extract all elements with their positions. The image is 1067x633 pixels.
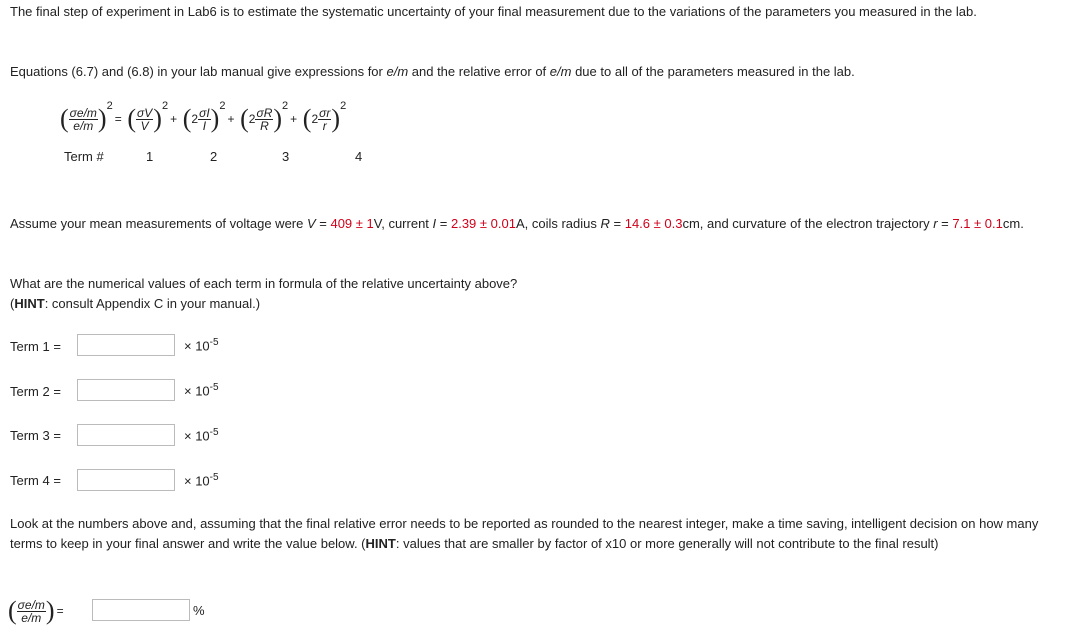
radius-symbol: R [600,216,610,231]
question-text: What are the numerical values of each term in formula of the relative uncertainty above? [10,276,518,291]
sigma-em-over-em: $\frac{\sigma e/m}{e/m}$ [69,105,97,133]
radius-value: 14.6 ± 0.3 [624,216,683,231]
sigma-i-over-i: $\frac{\sigma I}{I}$ [199,105,210,133]
sigma-v-over-v: $\frac{\sigma V}{V}$ [137,105,153,133]
intro-paragraph: The final step of experiment in Lab6 is to estimate the systematic uncertainty of your final measurement due to the variations of the parameters you measured in the lab. [10,4,977,19]
sigma-em-over-em: $\frac{\sigma e/m}{e/m}$ [17,597,45,625]
term-number-4: 4 [355,149,363,164]
assumption-paragraph: Assume your mean measurements of voltage were V = 409 ± 1V, current I = 2.39 ± 0.01A, coils radius R = 14.6 ± 0.3cm, and curvature of the electron trajectory r = 7.1 ± 0.1cm. [10,216,1024,231]
hint-label: HINT [14,296,45,311]
voltage-value: 409 ± 1 [330,216,374,231]
term-3-input[interactable] [77,424,175,446]
term-number-2: 2 [210,149,218,164]
term-number-1: 1 [146,149,154,164]
current-value: 2.39 ± 0.01 [450,216,516,231]
curvature-value: 7.1 ± 0.1 [952,216,1003,231]
term-2-input[interactable] [77,379,175,401]
em-symbol: e/m [549,64,572,79]
term-4-label: Term 4 = [10,473,61,488]
equations-paragraph [10,62,1060,82]
term-number-3: 3 [282,149,290,164]
percent-unit: % [193,603,205,618]
term-number-label: Term # [64,149,104,164]
term-3-multiplier: × $10^{-5}$ [184,427,219,444]
final-relative-error-input[interactable] [92,599,190,621]
term-3-label: Term 3 = [10,428,61,443]
equations-text-c: due to all of the parameters measured in the lab. [571,64,855,79]
relative-uncertainty-formula: ( $\frac{\sigma e/m}{e/m}$ )$^2$= ( $\frac{\sigma V}{V}$ )$^2$+ (2 $\frac{\sigma I}{I}$ )$^2$+ (2 $\frac{\sigma R}{R}$ )$^2$+ (2 $\frac{\sigma r}{r}$ )$^2$ [60,100,347,133]
sigma-rbig-over-rbig: $\frac{\sigma R}{R}$ [256,105,273,133]
term-4-multiplier: × $10^{-5}$ [184,472,219,489]
final-instructions: Look at the numbers above and, assuming that the final relative error needs to be reported as rounded to the nearest integer, make a time saving, intelligent decision on how many terms to keep in your final answer and write the value below. (HINT: values that are smaller by factor of x10 or more generally will not contribute to the final result) [10,516,1039,551]
hint-label: HINT [365,536,396,551]
em-symbol: e/m [386,64,409,79]
current-symbol: I [432,216,437,231]
sigma-r-over-r: $\frac{\sigma r}{r}$ [319,105,331,133]
term-1-multiplier: × $10^{-5}$ [184,337,219,354]
term-2-label: Term 2 = [10,384,61,399]
final-relative-error-formula: ( $\frac{\sigma e/m}{e/m}$ ) = [8,596,64,625]
equations-text-b: and the relative error of [408,64,550,79]
term-1-label: Term 1 = [10,339,61,354]
equations-text-a: Equations (6.7) and (6.8) in your lab manual give expressions for [10,64,387,79]
term-4-input[interactable] [77,469,175,491]
question-hint: (HINT: consult Appendix C in your manual.) [10,296,261,311]
voltage-symbol: V [306,216,316,231]
curvature-symbol: r [933,216,938,231]
term-2-multiplier: × $10^{-5}$ [184,382,219,399]
term-1-input[interactable] [77,334,175,356]
